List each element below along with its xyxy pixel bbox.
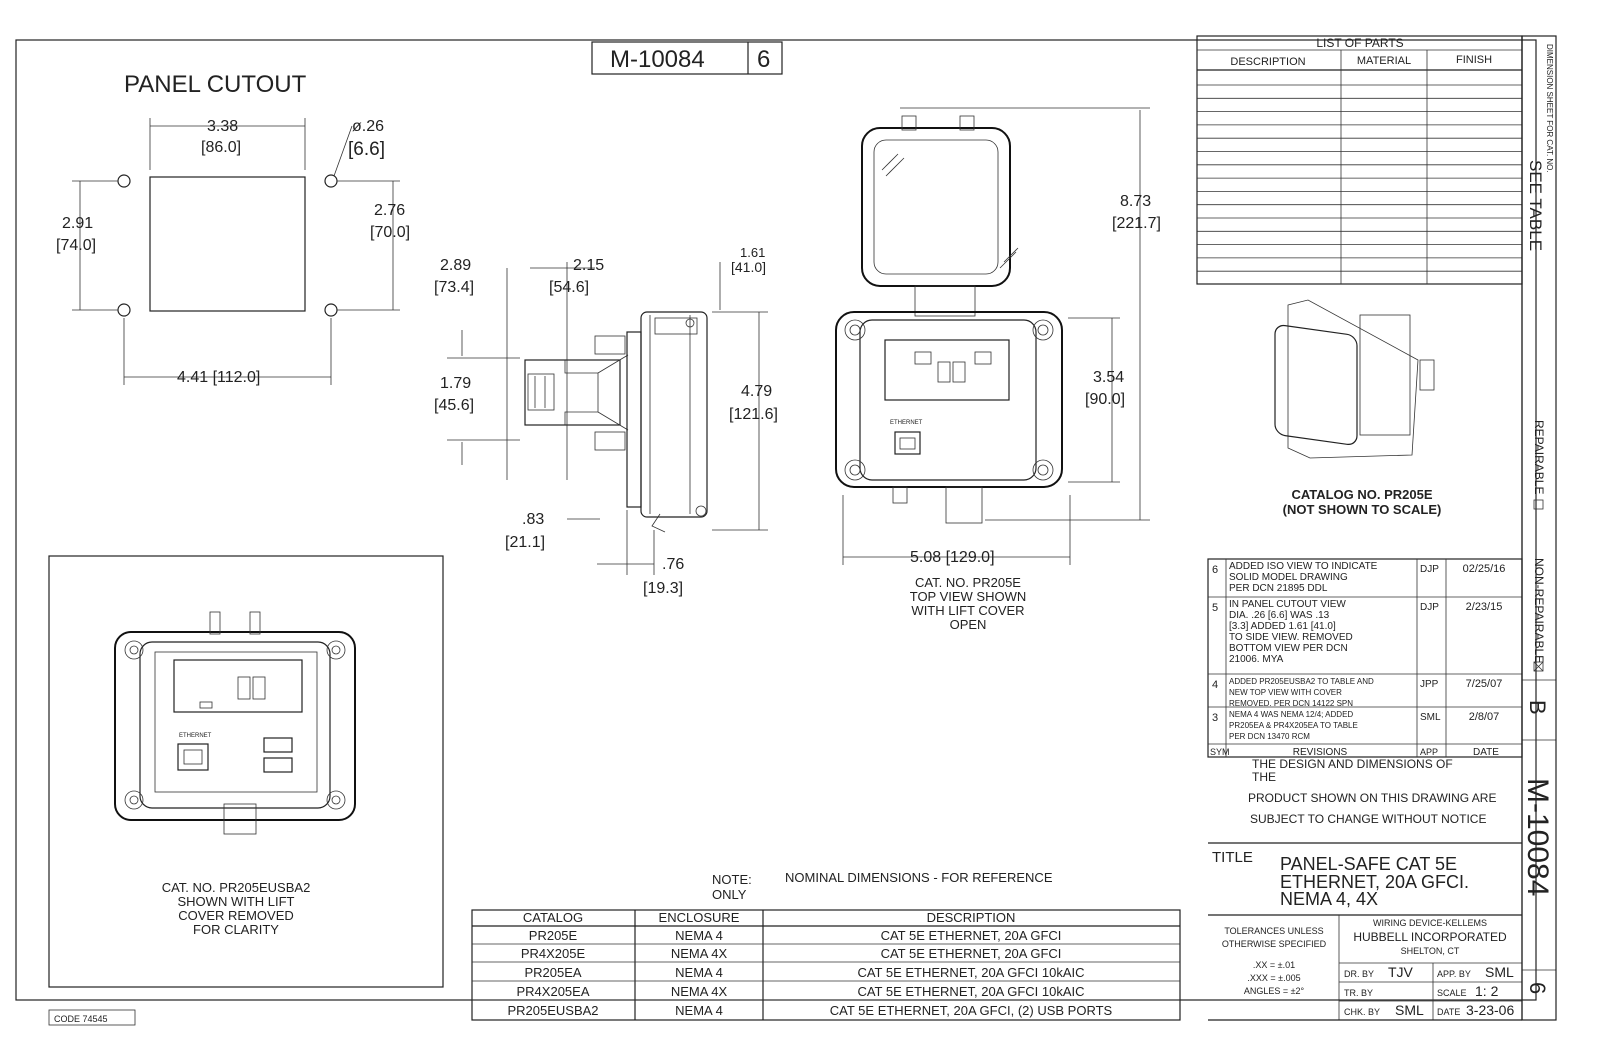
- revision-row: [1212, 677, 1502, 708]
- title-line-3: NEMA 4, 4X: [1280, 889, 1379, 909]
- catalog-cell: NEMA 4: [675, 1003, 723, 1018]
- code-number: CODE 74545: [54, 1014, 108, 1024]
- mount-hole: [325, 175, 337, 187]
- usb-port: [264, 738, 292, 752]
- revision-text: SOLID MODEL DRAWING: [1229, 572, 1348, 583]
- front-cover: [641, 312, 707, 517]
- table-row: [521, 946, 1062, 961]
- mount-hole: [118, 304, 130, 316]
- parts-list-title: LIST OF PARTS: [1316, 36, 1404, 50]
- side-strip: [1521, 36, 1556, 1020]
- revision-row: [1212, 561, 1505, 594]
- dim-side-d6-mm: [21.1]: [505, 534, 546, 551]
- catalog-header-enclosure: ENCLOSURE: [658, 910, 740, 925]
- strip-non-repairable: NON-REPAIRABLE: [1532, 558, 1546, 664]
- catalog-cell: CAT 5E ETHERNET, 20A GFCI 10kAIC: [857, 984, 1085, 999]
- gfci-receptacle: [885, 340, 1009, 400]
- catalog-cell: PR4X205EA: [516, 984, 590, 999]
- catalog-cell: CAT 5E ETHERNET, 20A GFCI: [880, 928, 1062, 943]
- rev-footer-sym: SYM: [1210, 747, 1230, 757]
- ethernet-jack: [895, 432, 920, 454]
- revision-date: 2/23/15: [1465, 601, 1503, 613]
- usb-view-caption-1: CAT. NO. PR205EUSBA2: [161, 880, 311, 895]
- header-number-box: [592, 42, 782, 74]
- usb-view-caption-2: SHOWN WITH LIFT: [177, 894, 295, 909]
- catalog-cell: PR205EA: [524, 965, 582, 980]
- dim-side-d3-mm: [41.0]: [731, 259, 767, 275]
- header-sheet-rev: 6: [757, 46, 771, 73]
- title-line-2: ETHERNET, 20A GFCI.: [1280, 872, 1470, 892]
- rev-footer-revisions: REVISIONS: [1292, 747, 1348, 758]
- revision-text: BOTTOM VIEW PER DCN: [1229, 643, 1348, 654]
- app-by-label: APP. BY: [1437, 969, 1471, 979]
- dr-by-label: DR. BY: [1344, 969, 1375, 979]
- revision-row: [1212, 710, 1499, 741]
- strip-dimension-sheet: DIMENSION SHEET FOR CAT. NO.: [1545, 44, 1554, 173]
- tol-line-4: .XXX = ±.005: [1247, 973, 1301, 983]
- revision-text: ADDED ISO VIEW TO INDICATE: [1229, 561, 1378, 572]
- dim-top-height: 8.73: [1120, 193, 1152, 210]
- table-row: [524, 965, 1084, 980]
- tol-line-3: .XX = ±.01: [1252, 960, 1296, 970]
- revision-text: NEW TOP VIEW WITH COVER: [1229, 688, 1342, 697]
- tol-line-2: OTHERWISE SPECIFIED: [1221, 939, 1327, 949]
- dim-width-hole: 3.38: [207, 118, 239, 135]
- date-value: 3-23-06: [1466, 1002, 1515, 1018]
- dim-side-d6: .83: [522, 511, 545, 528]
- iso-caption-1: CATALOG NO. PR205E: [1291, 487, 1433, 502]
- strip-rev: 6: [1525, 982, 1550, 995]
- lift-cover: [862, 128, 1010, 286]
- dim-side-d1: 2.89: [440, 257, 472, 274]
- dim-top-body-height-mm: [90.0]: [1085, 391, 1126, 408]
- dim-side-d7-mm: [19.3]: [643, 580, 684, 597]
- dim-side-d5: 4.79: [741, 383, 773, 400]
- parts-header-description: DESCRIPTION: [1230, 56, 1306, 68]
- company-line-1: WIRING DEVICE-KELLEMS: [1372, 918, 1488, 928]
- cutout-rectangle: [150, 177, 305, 311]
- revision-app: SML: [1420, 712, 1441, 723]
- company-line-2: HUBBELL INCORPORATED: [1353, 930, 1507, 944]
- panel-cutout-title: PANEL CUTOUT: [124, 71, 307, 98]
- revision-sym: 3: [1212, 712, 1219, 724]
- app-by-value: SML: [1485, 964, 1514, 980]
- header-dwg-number: M-10084: [610, 46, 705, 73]
- catalog-table: [472, 910, 1180, 1020]
- dim-side-d2: 2.15: [573, 257, 605, 274]
- revision-date: 7/25/07: [1465, 678, 1503, 690]
- parts-list-rows: [1197, 85, 1522, 271]
- revision-date: 2/8/07: [1468, 711, 1500, 723]
- top-view: [836, 108, 1161, 632]
- catalog-cell: NEMA 4: [675, 928, 723, 943]
- usb-view-ethernet-label: ETHERNET: [179, 733, 212, 739]
- dim-side-d3: 1.61: [740, 245, 766, 260]
- revision-text: NEMA 4 WAS NEMA 12/4; ADDED: [1229, 710, 1354, 719]
- usb-view-ethernet-jack: [178, 744, 208, 770]
- chk-by-value: SML: [1395, 1002, 1424, 1018]
- dim-top-height-mm: [221.7]: [1112, 215, 1161, 232]
- strip-repairable: REPAIRABLE: [1532, 420, 1546, 495]
- dim-height-outer-mm: [74.0]: [56, 237, 97, 254]
- dim-side-d4: 1.79: [440, 375, 472, 392]
- revision-text: 21006. MYA: [1229, 654, 1284, 665]
- table-row: [507, 1003, 1112, 1018]
- catalog-cell: CAT 5E ETHERNET, 20A GFCI: [880, 946, 1062, 961]
- rev-footer-date: DATE: [1473, 747, 1499, 758]
- revision-text: PER DCN 21895 DDL: [1229, 583, 1328, 594]
- tol-line-1: TOLERANCES UNLESS: [1224, 926, 1324, 936]
- revision-text: IN PANEL CUTOUT VIEW: [1229, 599, 1346, 610]
- note-text: NOMINAL DIMENSIONS - FOR REFERENCE: [785, 870, 1053, 885]
- iso-view: [1275, 300, 1441, 517]
- top-view-caption-3: WITH LIFT COVER: [911, 603, 1025, 618]
- tol-line-5: ANGLES = ±2°: [1243, 986, 1305, 996]
- revision-text: PR205EA & PR4X205EA TO TABLE: [1229, 721, 1358, 730]
- catalog-cell: PR205EUSBA2: [507, 1003, 599, 1018]
- notice-line-1: THE DESIGN AND DIMENSIONS OF: [1252, 757, 1453, 771]
- table-row: [517, 984, 1085, 999]
- dim-side-d2-mm: [54.6]: [549, 279, 590, 296]
- dim-width-outer: 4.41 [112.0]: [177, 369, 261, 386]
- top-view-caption-1: CAT. NO. PR205E: [915, 575, 1021, 590]
- tr-by-label: TR. BY: [1344, 988, 1374, 998]
- dr-by-value: TJV: [1388, 964, 1413, 980]
- dim-height-hole-mm: [70.0]: [370, 224, 411, 241]
- revision-app: DJP: [1420, 564, 1439, 575]
- table-row: [529, 928, 1062, 943]
- notice-line-3: PRODUCT SHOWN ON THIS DRAWING ARE: [1248, 791, 1497, 805]
- revision-date: 02/25/16: [1462, 563, 1506, 575]
- revision-text: DIA. .26 [6.6] WAS .13: [1229, 610, 1330, 621]
- revision-app: JPP: [1420, 679, 1439, 690]
- revision-row: [1212, 599, 1502, 665]
- dim-top-width: 5.08 [129.0]: [910, 549, 995, 566]
- dim-hole-dia-mm: [6.6]: [348, 139, 385, 160]
- title-label: TITLE: [1212, 849, 1253, 866]
- panel-cutout-view: [56, 71, 410, 386]
- revision-sym: 5: [1212, 602, 1219, 614]
- revision-text: PER DCN 13470 RCM: [1229, 732, 1310, 741]
- parts-header-material: MATERIAL: [1356, 55, 1412, 67]
- strip-see-table: SEE TABLE: [1526, 160, 1545, 252]
- revision-text: TO SIDE VIEW. REMOVED: [1229, 632, 1353, 643]
- side-view: [434, 245, 778, 597]
- company-line-3: SHELTON, CT: [1400, 946, 1460, 956]
- top-view-caption-4: OPEN: [949, 617, 987, 632]
- top-view-caption-2: TOP VIEW SHOWN: [909, 589, 1027, 604]
- catalog-cell: NEMA 4X: [670, 946, 728, 961]
- note-text-2: ONLY: [712, 887, 747, 902]
- catalog-cell: PR205E: [528, 928, 578, 943]
- dim-height-outer: 2.91: [62, 215, 94, 232]
- revision-sym: 6: [1212, 564, 1219, 576]
- revision-text: ADDED PR205EUSBA2 TO TABLE AND: [1229, 677, 1374, 686]
- dim-hole-dia: ø.26: [352, 118, 385, 135]
- scale-label: SCALE: [1437, 988, 1467, 998]
- catalog-cell: NEMA 4: [675, 965, 723, 980]
- catalog-cell: NEMA 4X: [670, 984, 728, 999]
- dim-top-body-height: 3.54: [1093, 369, 1125, 386]
- revision-text: [3.3] ADDED 1.61 [41.0]: [1229, 621, 1336, 632]
- chk-by-label: CHK. BY: [1344, 1007, 1381, 1017]
- revision-rows: [1212, 561, 1505, 741]
- usb-view-caption-3: COVER REMOVED: [178, 908, 294, 923]
- rear-housing: [525, 360, 620, 425]
- title-line-1: PANEL-SAFE CAT 5E: [1280, 854, 1458, 874]
- dim-height-hole: 2.76: [374, 202, 406, 219]
- revision-app: DJP: [1420, 602, 1439, 613]
- catalog-header-catalog: CATALOG: [522, 910, 584, 925]
- repairable-checkbox: [1534, 500, 1543, 509]
- usb-view-caption-4: FOR CLARITY: [193, 922, 279, 937]
- catalog-cell: CAT 5E ETHERNET, 20A GFCI 10kAIC: [857, 965, 1085, 980]
- note: [712, 870, 1053, 902]
- catalog-header-description: DESCRIPTION: [926, 910, 1016, 925]
- scale-value: 1: 2: [1475, 983, 1499, 999]
- notice-line-2: THE: [1252, 770, 1276, 784]
- dim-side-d7: .76: [662, 556, 685, 573]
- mount-hole: [118, 175, 130, 187]
- title-block: [1208, 843, 1522, 1020]
- ethernet-label: ETHERNET: [890, 420, 923, 426]
- parts-header-finish: FINISH: [1455, 54, 1493, 66]
- rev-footer-app: APP: [1420, 747, 1439, 757]
- note-label: NOTE:: [712, 872, 752, 887]
- usb-view: [49, 556, 443, 987]
- catalog-cell: PR4X205E: [520, 946, 586, 961]
- dim-width-hole-mm: [86.0]: [201, 139, 242, 156]
- revisions-table: [1208, 559, 1522, 758]
- iso-caption-2: (NOT SHOWN TO SCALE): [1282, 502, 1442, 517]
- revision-text: REMOVED. PER DCN 14122 SPN: [1229, 699, 1354, 708]
- notice-line-4: SUBJECT TO CHANGE WITHOUT NOTICE: [1250, 812, 1487, 826]
- strip-size: B: [1525, 700, 1550, 715]
- usb-port: [264, 758, 292, 772]
- revision-sym: 4: [1212, 679, 1219, 691]
- date-label: DATE: [1437, 1007, 1461, 1017]
- dim-side-d4-mm: [45.6]: [434, 397, 475, 414]
- catalog-cell: CAT 5E ETHERNET, 20A GFCI, (2) USB PORTS: [829, 1003, 1113, 1018]
- dim-side-d5-mm: [121.6]: [729, 406, 778, 423]
- strip-dwg-number: M-10084: [1521, 778, 1554, 897]
- parts-list: [1197, 36, 1522, 284]
- mount-flange: [627, 332, 641, 507]
- dim-side-d1-mm: [73.4]: [434, 279, 475, 296]
- mount-hole: [325, 304, 337, 316]
- change-notice: [1248, 757, 1496, 826]
